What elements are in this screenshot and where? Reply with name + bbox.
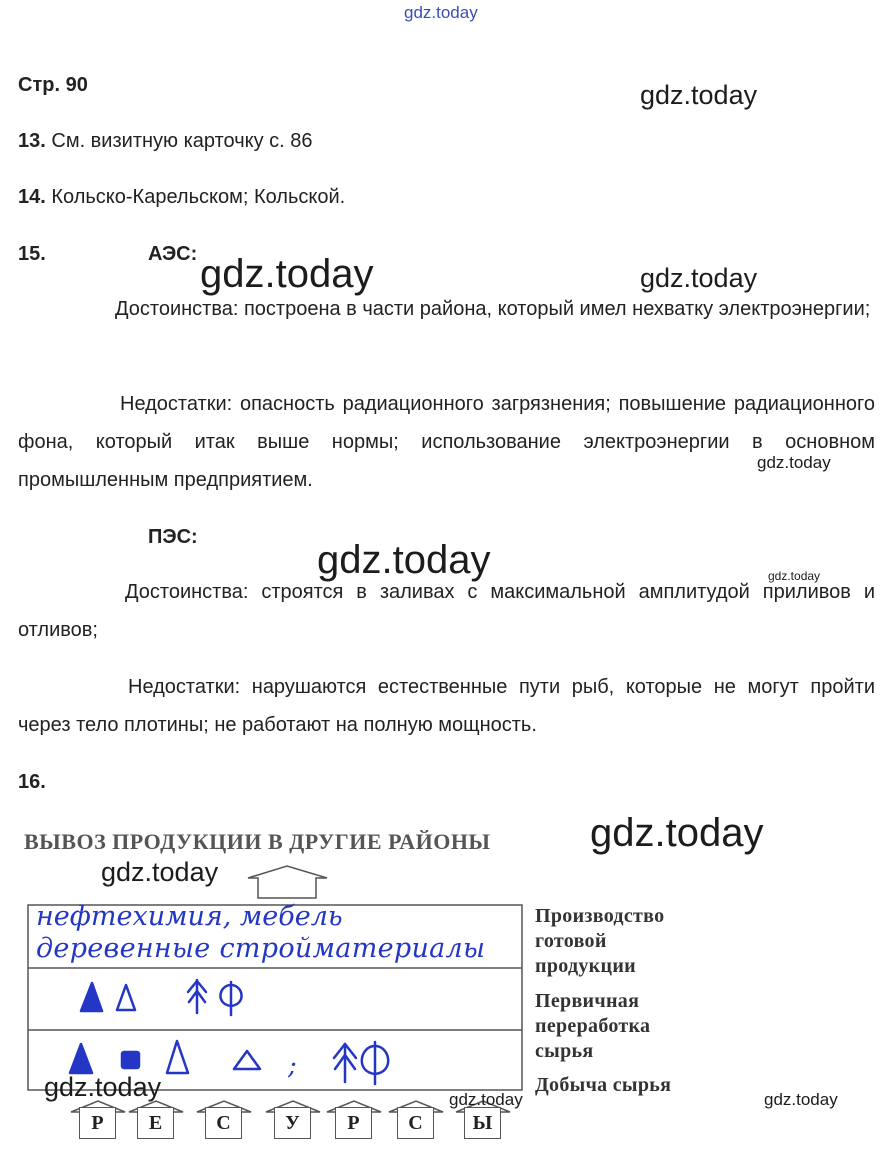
pes-heading: ПЭС: xyxy=(148,526,198,548)
watermark: gdz.today xyxy=(44,1072,162,1102)
question-15-number: 15. xyxy=(18,243,46,265)
question-16-number: 16. xyxy=(18,771,46,793)
pes-advantages: Достоинства: строятся в заливах с максимальной амплитудой приливов и отливов; xyxy=(18,581,875,641)
aes-disadvantages: Недостатки: опасность радиационного загрязнения; повышение радиационного фона, который итак выше нормы; использование электроэнергии в основном промышленным предприятием. xyxy=(18,393,875,491)
watermark-top: gdz.today xyxy=(404,3,478,22)
row-label-processing-line-3: сырья xyxy=(535,1040,594,1062)
row-label-processing-line-2: переработка xyxy=(535,1015,651,1037)
watermark: gdz.today xyxy=(757,453,831,472)
resource-letter-3: С xyxy=(205,1107,242,1139)
pes-disadvantages: Недостатки: нарушаются естественные пути рыб, которые не могут пройти через тело плотины; не работают на полную мощность. xyxy=(18,676,875,736)
row-label-extraction-line-1: Добыча сырья xyxy=(535,1074,672,1096)
handwritten-separator: ; xyxy=(288,1051,297,1081)
row-label-production-line-3: продукции xyxy=(535,955,636,977)
resource-letter-1: Р xyxy=(79,1107,116,1139)
page-number-heading: Стр. 90 xyxy=(18,74,88,96)
aes-heading: АЭС: xyxy=(148,243,198,265)
watermark: gdz.today xyxy=(101,857,219,887)
handwritten-row1-line2: деревенные стройматериалы xyxy=(36,933,486,964)
question-13-answer: См. визитную карточку с. 86 xyxy=(51,130,313,152)
watermark: gdz.today xyxy=(640,263,758,293)
watermark: gdz.today xyxy=(200,252,374,296)
resource-letter-7: Ы xyxy=(464,1107,501,1139)
watermark: gdz.today xyxy=(640,80,758,110)
watermark: gdz.today xyxy=(317,538,491,582)
question-14-answer: Кольско-Карельском; Кольской. xyxy=(51,186,346,208)
resource-letter-5: Р xyxy=(335,1107,372,1139)
question-14-number: 14. xyxy=(18,186,46,208)
watermark: gdz.today xyxy=(764,1090,838,1109)
watermark: gdz.today xyxy=(768,569,821,583)
row-label-production-line-1: Производство xyxy=(535,905,665,927)
watermark: gdz.today xyxy=(449,1090,523,1109)
aes-advantages: Достоинства: построена в части района, который имел нехватку электроэнергии; xyxy=(115,298,871,320)
diagram-title: ВЫВОЗ ПРОДУКЦИИ В ДРУГИЕ РАЙОНЫ xyxy=(24,829,491,854)
handwritten-row1-line1: нефтехимия, мебель xyxy=(36,901,343,932)
resource-letter-6: С xyxy=(397,1107,434,1139)
row-label-processing-line-1: Первичная xyxy=(535,990,640,1012)
watermark: gdz.today xyxy=(590,811,764,855)
row-label-production-line-2: готовой xyxy=(535,930,607,952)
question-13-number: 13. xyxy=(18,130,46,152)
resource-letter-2: Е xyxy=(137,1107,174,1139)
resource-letter-4: У xyxy=(274,1107,311,1139)
